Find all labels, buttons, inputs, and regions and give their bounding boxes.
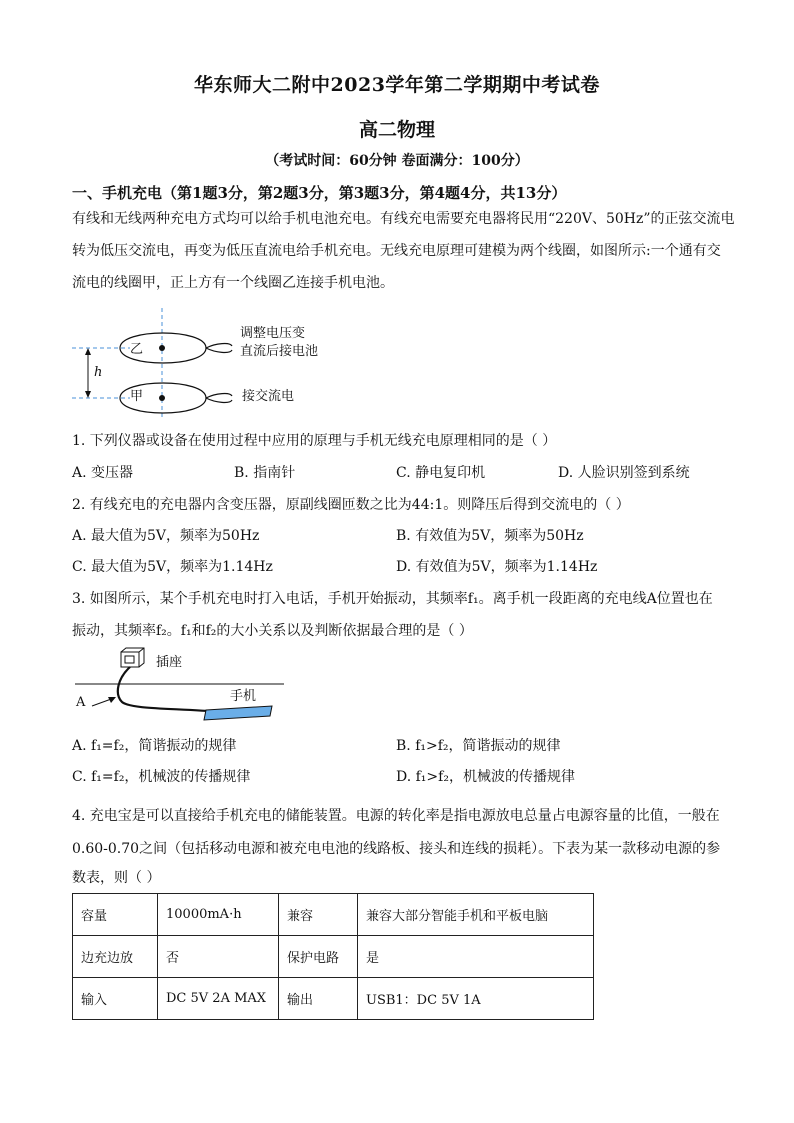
q1-option-d[interactable]: D. 人脸识别签到系统 bbox=[558, 465, 690, 481]
charger-figure bbox=[70, 646, 300, 726]
table-cell: 保护电路 bbox=[279, 936, 358, 978]
q3-stem-line-1: 3. 如图所示，某个手机充电时打入电话，手机开始振动，其频率f₁。离手机一段距离的充电线A位置也在 bbox=[72, 591, 713, 607]
q2-option-d[interactable]: D. 有效值为5V，频率为1.14Hz bbox=[396, 559, 598, 575]
phone-label: 手机 bbox=[230, 689, 257, 704]
table-cell: USB1：DC 5V 1A bbox=[358, 978, 594, 1020]
q4-stem-line-1: 4. 充电宝是可以直接给手机充电的储能装置。电源的转化率是指电源放电总量占电源容量的比值，一般在 bbox=[72, 808, 720, 824]
intro-line-2: 转为低压交流电，再变为低压直流电给手机充电。无线充电原理可建模为两个线圈，如图所示:一个通有交 bbox=[72, 243, 721, 259]
q3-option-a[interactable]: A. f₁=f₂，简谐振动的规律 bbox=[72, 738, 237, 754]
table-cell: 兼容大部分智能手机和平板电脑 bbox=[358, 894, 594, 936]
q3-option-c[interactable]: C. f₁=f₂，机械波的传播规律 bbox=[72, 769, 251, 785]
q3-option-d[interactable]: D. f₁>f₂，机械波的传播规律 bbox=[396, 769, 575, 785]
table-row bbox=[73, 978, 594, 1020]
coil-top-label: 乙 bbox=[130, 342, 144, 357]
table-row bbox=[73, 936, 594, 978]
q1-option-a[interactable]: A. 变压器 bbox=[72, 465, 134, 481]
exam-title: 华东师大二附中2023学年第二学期期中考试卷 bbox=[194, 74, 600, 96]
table-cell: 边充边放 bbox=[73, 936, 158, 978]
phone-shape bbox=[204, 706, 272, 720]
q4-stem-line-2: 0.60-0.70之间（包括移动电源和被充电电池的线路板、接头和连线的损耗）。下表为某一款移动电源的参 bbox=[72, 841, 721, 857]
charge-cable bbox=[118, 667, 220, 712]
point-a-label: A bbox=[76, 695, 86, 710]
table-cell: DC 5V 2A MAX bbox=[158, 978, 279, 1020]
coil-bottom-label: 甲 bbox=[130, 389, 144, 404]
q1-stem: 1. 下列仪器或设备在使用过程中应用的原理与手机无线充电原理相同的是（ ） bbox=[72, 433, 557, 449]
exam-subject: 高二物理 bbox=[358, 119, 435, 141]
q3-stem-line-2: 振动，其频率f₂。f₁和f₂的大小关系以及判断依据最合理的是（ ） bbox=[72, 623, 473, 639]
table-cell: 否 bbox=[158, 936, 279, 978]
q1-option-b[interactable]: B. 指南针 bbox=[234, 465, 296, 481]
q4-stem-line-3: 数表，则（ ） bbox=[72, 870, 161, 886]
q2-option-b[interactable]: B. 有效值为5V，频率为50Hz bbox=[396, 528, 584, 544]
q3-option-b[interactable]: B. f₁>f₂，简谐振动的规律 bbox=[396, 738, 561, 754]
coil-top-note-1: 调整电压变 bbox=[240, 326, 306, 341]
table-cell: 10000mA·h bbox=[158, 894, 279, 936]
table-cell: 兼容 bbox=[279, 894, 358, 936]
q1-option-c[interactable]: C. 静电复印机 bbox=[396, 465, 486, 481]
power-bank-table bbox=[72, 893, 594, 1020]
coil-top-note-2: 直流后接电池 bbox=[240, 344, 319, 359]
table-cell: 输出 bbox=[279, 978, 358, 1020]
table-row bbox=[73, 894, 594, 936]
table-cell: 是 bbox=[358, 936, 594, 978]
intro-line-1: 有线和无线两种充电方式均可以给手机电池充电。有线充电需要充电器将民用“220V、50Hz”的正弦交流电 bbox=[72, 211, 735, 227]
socket-label: 插座 bbox=[156, 655, 183, 670]
q2-option-c[interactable]: C. 最大值为5V，频率为1.14Hz bbox=[72, 559, 273, 575]
h-label: h bbox=[94, 365, 103, 380]
table-cell: 输入 bbox=[73, 978, 158, 1020]
socket-box bbox=[121, 652, 139, 667]
coil-figure bbox=[70, 300, 350, 420]
section-heading: 一、手机充电（第1题3分，第2题3分，第3题3分，第4题4分，共13分） bbox=[72, 184, 567, 202]
q2-option-a[interactable]: A. 最大值为5V，频率为50Hz bbox=[72, 528, 260, 544]
q2-stem: 2. 有线充电的充电器内含变压器，原副线圈匝数之比为44:1。则降压后得到交流电的（ ） bbox=[72, 497, 630, 513]
intro-line-3: 流电的线圈甲，正上方有一个线圈乙连接手机电池。 bbox=[72, 275, 394, 291]
exam-meta: （考试时间：60分钟 卷面满分：100分） bbox=[265, 153, 529, 169]
coil-bottom-note: 接交流电 bbox=[242, 389, 295, 404]
table-cell: 容量 bbox=[73, 894, 158, 936]
